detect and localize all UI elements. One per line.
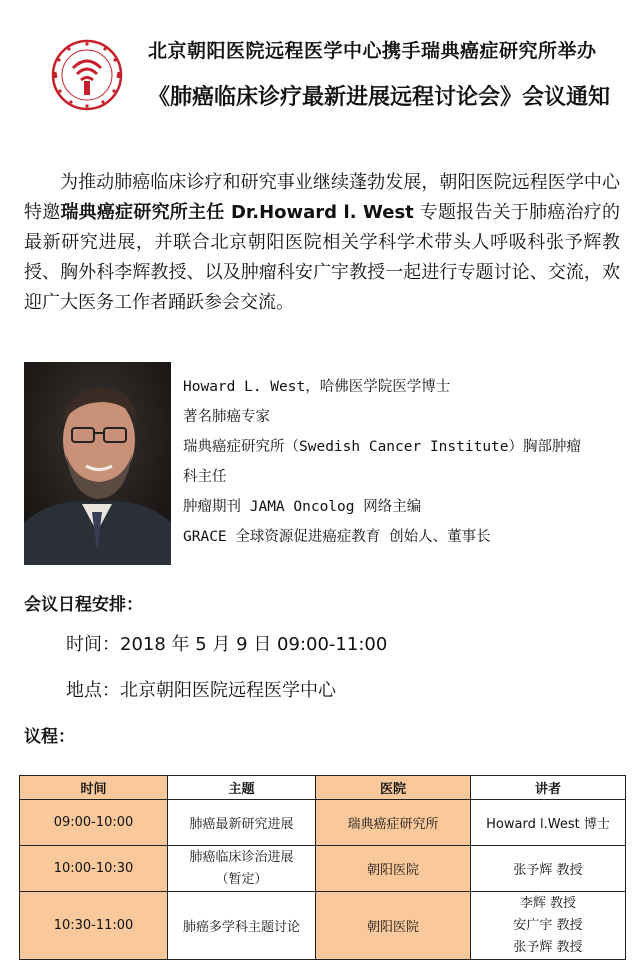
row-speaker-line: 李辉 教授: [519, 895, 577, 911]
row-hospital: 朝阳医院: [316, 846, 471, 892]
table-row: [20, 846, 626, 892]
meeting-place: 地点：北京朝阳医院远程医学中心: [66, 680, 336, 701]
schedule-heading: 会议日程安排：: [24, 595, 143, 615]
row-topic: 肺癌多学科主题讨论: [168, 892, 316, 960]
col-header-speaker: 讲者: [471, 776, 626, 800]
row-topic-line: 肺癌临床诊治进展: [189, 849, 294, 865]
col-header-time: 时间: [20, 776, 168, 800]
col-header-hospital: 医院: [316, 776, 471, 800]
row-hospital: 瑞典癌症研究所: [316, 800, 471, 846]
row-speaker: [471, 892, 626, 960]
row-time: 10:30-11:00: [20, 892, 168, 960]
row-speaker: Howard l.West 博士: [471, 800, 626, 846]
bio-line: 肿瘤期刊 JAMA Oncolog 网络主编: [183, 499, 422, 515]
row-time: 10:00-10:30: [20, 846, 168, 892]
row-hospital: 朝阳医院: [316, 892, 471, 960]
table-row: [20, 892, 626, 960]
speaker-bio: [183, 372, 623, 552]
bio-line: GRACE 全球资源促进癌症教育 创始人、董事长: [183, 529, 491, 545]
col-header-topic: 主题: [168, 776, 316, 800]
row-speaker-line: 安广宇 教授: [513, 917, 583, 933]
intro-text-end: 专题报告关于肺癌治疗的最新研究进展，并联合北京朝阳医院相关学科学术带头人呼吸科张予辉教授、胸外科李辉教授、以及肿瘤科安广宇教授一起进行专题讨论、交流，欢迎广大医务工作者踊跃参会交流。: [24, 202, 620, 313]
row-speaker: 张予辉 教授: [471, 846, 626, 892]
bio-line: 著名肺癌专家: [183, 409, 270, 425]
intro-paragraph: [24, 168, 620, 318]
speaker-portrait-icon: [24, 362, 171, 565]
speaker-photo: [24, 362, 171, 565]
row-topic: [168, 846, 316, 892]
table-row: [20, 800, 626, 846]
row-speaker-line: 张予辉 教授: [513, 939, 583, 955]
intro-speaker-highlight: 瑞典癌症研究所主任 Dr.Howard l. West: [60, 202, 414, 223]
agenda-table: [19, 775, 626, 960]
bio-line: 瑞典癌症研究所（Swedish Cancer Institute）胸部肿瘤: [183, 439, 582, 455]
agenda-heading: 议程：: [24, 727, 75, 747]
row-topic-line: （暂定）: [215, 871, 268, 887]
intro-text-start: 为推动肺癌临床诊疗和研究事业继续蓬勃发展，朝阳医院远程医学中心特邀: [24, 172, 620, 223]
bio-line: Howard L. West，哈佛医学院医学博士: [183, 379, 451, 395]
agenda-header-row: [20, 776, 626, 800]
notice-subtitle: 北京朝阳医院远程医学中心携手瑞典癌症研究所举办: [148, 40, 597, 62]
meeting-time: 时间：2018 年 5 月 9 日 09:00-11:00: [66, 634, 388, 655]
bio-line: 科主任: [183, 469, 227, 485]
row-time: 09:00-10:00: [20, 800, 168, 846]
row-topic: 肺癌最新研究进展: [168, 800, 316, 846]
hospital-emblem-icon: [47, 38, 127, 112]
notice-title: 《肺癌临床诊疗最新进展远程讨论会》会议通知: [148, 85, 611, 110]
